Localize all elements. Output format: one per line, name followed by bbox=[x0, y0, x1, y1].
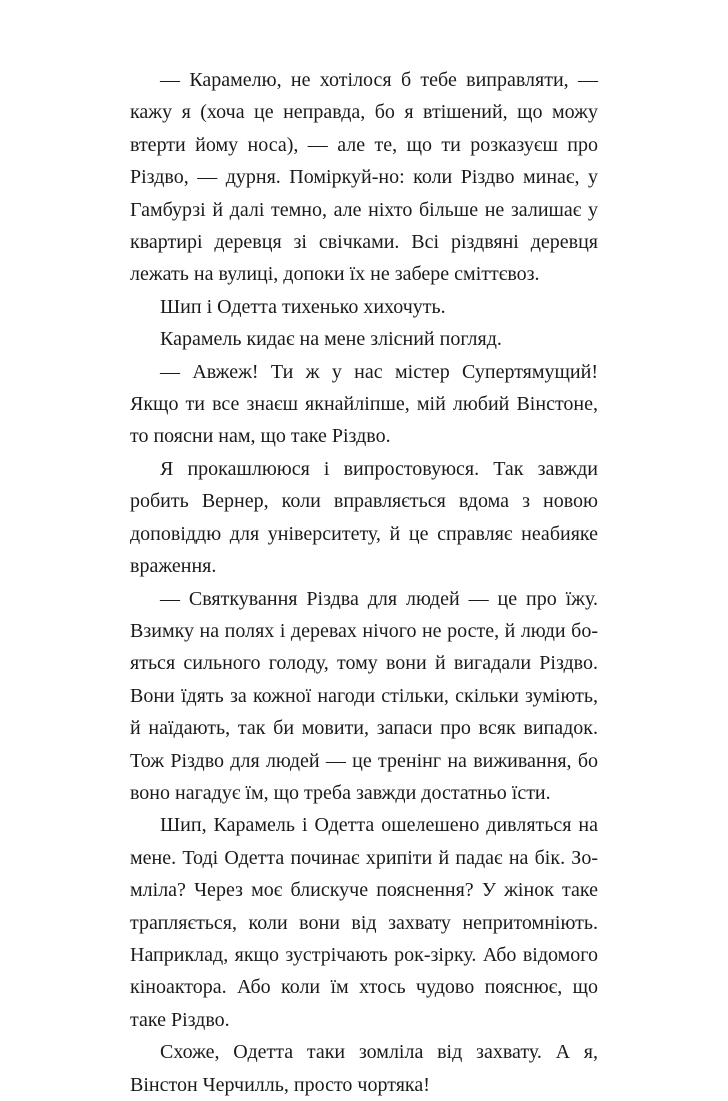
book-page bbox=[130, 64, 598, 1101]
paragraph-6: — Святкування Різдва для людей — це про їжу. Взимку на полях і деревах нічого не росте, й люди бояться сильного голоду, тому вони й вигадали Різдво. Вони їдять за кожної нагоди стільки, скільки зуміють, й наїдають, так би мовити, запаси про всяк випадок. Тож Різдво для людей — це тренінг на виживання, бо воно нагадує їм, що треба завжди достатньо їсти. bbox=[130, 587, 598, 804]
paragraph-2: Шип і Одетта тихенько хихочуть. bbox=[160, 295, 446, 318]
paragraph-8: Схоже, Одетта таки зомліла від захвату. А я, Вінстон Черчилль, просто чортяка! bbox=[130, 1041, 598, 1096]
paragraph-5: Я прокашлююся і випростовуюся. Так завжди робить Вернер, коли вправляється вдома з новою доповіддю для університету, й це справляє неабияке враження. bbox=[130, 457, 598, 578]
paragraph-1: — Карамелю, не хотілося б тебе виправляти, — кажу я (хоча це неправда, бо я втішений, що можу втерти йому носа), — але те, що ти розказуєш про Різдво, — дурня. Поміркуй-но: коли Різдво минає, у Гамбурзі й далі темно, але ніхто більше не залишає у квартирі деревця зі свічками. Всі різдвяні деревця лежать на вулиці, допоки їх не забере сміттєвоз. bbox=[130, 69, 598, 286]
paragraph-7: Шип, Карамель і Одетта ошелешено дивляться на мене. Тоді Одетта починає хрипіти й падає на бік. Зомліла? Через моє блискуче пояснення? У жінок таке трапляється, коли вони від захвату непритомніють. Наприклад, якщо зустрічають рок-зірку. Або відомого кіноактора. Або коли їм хтось чудово пояснює, що таке Різдво. bbox=[130, 814, 598, 1031]
paragraph-4: — Авжеж! Ти ж у нас містер Супертямущий! Якщо ти все знаєш якнайліпше, мій любий Вінстоне, то поясни нам, що таке Різдво. bbox=[130, 360, 598, 448]
paragraph-3: Карамель кидає на мене злісний погляд. bbox=[160, 328, 502, 351]
